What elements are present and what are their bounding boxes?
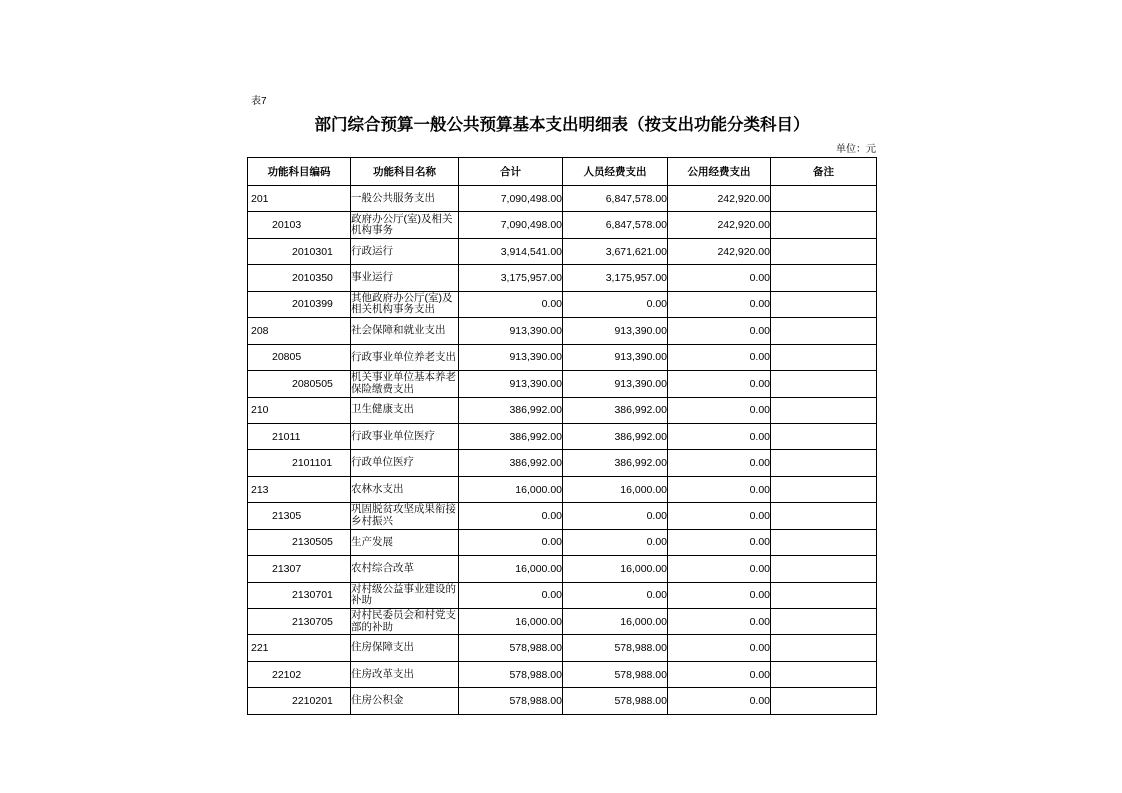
table-row: [248, 186, 877, 212]
cell-function-code: 21305: [248, 503, 351, 529]
cell-personnel-exp: 913,390.00: [563, 344, 668, 370]
table-row: [248, 609, 877, 635]
cell-function-name: 对村级公益事业建设的补助: [351, 582, 459, 608]
cell-function-code: 22102: [248, 661, 351, 687]
cell-function-code: 221: [248, 635, 351, 661]
cell-public-exp: 0.00: [668, 318, 771, 344]
cell-total: 578,988.00: [459, 661, 563, 687]
cell-note: [771, 397, 877, 423]
table-row: [248, 291, 877, 317]
table-row: [248, 212, 877, 238]
cell-function-code: 21307: [248, 556, 351, 582]
cell-note: [771, 609, 877, 635]
cell-total: 0.00: [459, 529, 563, 555]
column-header: 功能科目名称: [351, 158, 459, 186]
cell-function-name: 住房公积金: [351, 688, 459, 714]
cell-note: [771, 582, 877, 608]
cell-public-exp: 242,920.00: [668, 186, 771, 212]
cell-function-name: 一般公共服务支出: [351, 186, 459, 212]
cell-total: 0.00: [459, 503, 563, 529]
cell-function-code: 213: [248, 476, 351, 502]
cell-personnel-exp: 0.00: [563, 503, 668, 529]
cell-function-code: 210: [248, 397, 351, 423]
column-header: 备注: [771, 158, 877, 186]
cell-total: 913,390.00: [459, 344, 563, 370]
cell-total: 386,992.00: [459, 423, 563, 449]
table-row: [248, 529, 877, 555]
table-row: [248, 344, 877, 370]
cell-note: [771, 556, 877, 582]
column-header: 合计: [459, 158, 563, 186]
cell-personnel-exp: 578,988.00: [563, 661, 668, 687]
cell-public-exp: 0.00: [668, 556, 771, 582]
table-row: [248, 688, 877, 714]
cell-note: [771, 688, 877, 714]
cell-total: 0.00: [459, 582, 563, 608]
cell-function-code: 20103: [248, 212, 351, 238]
table-row: [248, 397, 877, 423]
table-row: [248, 238, 877, 264]
cell-public-exp: 0.00: [668, 371, 771, 397]
cell-note: [771, 476, 877, 502]
cell-total: 0.00: [459, 291, 563, 317]
table-row: [248, 450, 877, 476]
cell-note: [771, 529, 877, 555]
cell-total: 913,390.00: [459, 318, 563, 344]
cell-note: [771, 265, 877, 291]
cell-personnel-exp: 386,992.00: [563, 450, 668, 476]
column-header: 功能科目编码: [248, 158, 351, 186]
table-row: [248, 476, 877, 502]
cell-total: 16,000.00: [459, 556, 563, 582]
cell-public-exp: 242,920.00: [668, 212, 771, 238]
column-header: 公用经费支出: [668, 158, 771, 186]
cell-personnel-exp: 16,000.00: [563, 609, 668, 635]
cell-total: 16,000.00: [459, 609, 563, 635]
cell-public-exp: 0.00: [668, 688, 771, 714]
cell-public-exp: 0.00: [668, 265, 771, 291]
cell-total: 7,090,498.00: [459, 186, 563, 212]
cell-function-code: 201: [248, 186, 351, 212]
cell-public-exp: 0.00: [668, 529, 771, 555]
cell-function-name: 行政事业单位医疗: [351, 423, 459, 449]
cell-function-code: 2010399: [248, 291, 351, 317]
cell-public-exp: 0.00: [668, 397, 771, 423]
cell-function-code: 2130705: [248, 609, 351, 635]
cell-total: 3,914,541.00: [459, 238, 563, 264]
cell-public-exp: 0.00: [668, 582, 771, 608]
cell-function-name: 住房保障支出: [351, 635, 459, 661]
cell-function-code: 2080505: [248, 371, 351, 397]
cell-public-exp: 0.00: [668, 450, 771, 476]
cell-function-code: 2130505: [248, 529, 351, 555]
cell-function-code: 2210201: [248, 688, 351, 714]
cell-function-code: 21011: [248, 423, 351, 449]
cell-note: [771, 661, 877, 687]
column-header: 人员经费支出: [563, 158, 668, 186]
cell-function-name: 事业运行: [351, 265, 459, 291]
cell-function-name: 巩固脱贫攻坚成果衔接乡村振兴: [351, 503, 459, 529]
table-row: [248, 423, 877, 449]
cell-personnel-exp: 16,000.00: [563, 476, 668, 502]
cell-note: [771, 186, 877, 212]
cell-function-name: 农林水支出: [351, 476, 459, 502]
cell-personnel-exp: 913,390.00: [563, 371, 668, 397]
cell-note: [771, 291, 877, 317]
cell-function-name: 机关事业单位基本养老保险缴费支出: [351, 371, 459, 397]
table-row: [248, 556, 877, 582]
cell-function-code: 20805: [248, 344, 351, 370]
cell-personnel-exp: 0.00: [563, 291, 668, 317]
cell-function-name: 社会保障和就业支出: [351, 318, 459, 344]
cell-personnel-exp: 6,847,578.00: [563, 212, 668, 238]
cell-note: [771, 344, 877, 370]
cell-function-name: 其他政府办公厅(室)及相关机构事务支出: [351, 291, 459, 317]
cell-function-name: 行政事业单位养老支出: [351, 344, 459, 370]
cell-personnel-exp: 6,847,578.00: [563, 186, 668, 212]
cell-total: 913,390.00: [459, 371, 563, 397]
cell-public-exp: 0.00: [668, 635, 771, 661]
cell-function-code: 2101101: [248, 450, 351, 476]
cell-personnel-exp: 386,992.00: [563, 397, 668, 423]
cell-function-name: 行政单位医疗: [351, 450, 459, 476]
cell-public-exp: 0.00: [668, 291, 771, 317]
cell-function-name: 卫生健康支出: [351, 397, 459, 423]
table-row: [248, 582, 877, 608]
cell-total: 386,992.00: [459, 397, 563, 423]
unit-note: 单位：元: [836, 144, 876, 155]
cell-personnel-exp: 3,671,621.00: [563, 238, 668, 264]
cell-note: [771, 212, 877, 238]
table-row: [248, 661, 877, 687]
cell-personnel-exp: 16,000.00: [563, 556, 668, 582]
cell-personnel-exp: 578,988.00: [563, 688, 668, 714]
cell-public-exp: 0.00: [668, 476, 771, 502]
cell-note: [771, 635, 877, 661]
table-row: [248, 318, 877, 344]
cell-personnel-exp: 0.00: [563, 529, 668, 555]
cell-note: [771, 423, 877, 449]
table-row: [248, 503, 877, 529]
cell-personnel-exp: 386,992.00: [563, 423, 668, 449]
cell-note: [771, 503, 877, 529]
table-sheet-label: 表7: [251, 96, 267, 107]
cell-function-code: 208: [248, 318, 351, 344]
document-title: 部门综合预算一般公共预算基本支出明细表（按支出功能分类科目）: [314, 116, 810, 134]
cell-public-exp: 0.00: [668, 344, 771, 370]
cell-total: 578,988.00: [459, 635, 563, 661]
table-row: [248, 635, 877, 661]
table-row: [248, 265, 877, 291]
cell-function-name: 政府办公厅(室)及相关机构事务: [351, 212, 459, 238]
cell-function-code: 2010301: [248, 238, 351, 264]
cell-personnel-exp: 0.00: [563, 582, 668, 608]
cell-note: [771, 371, 877, 397]
cell-note: [771, 318, 877, 344]
table-row: [248, 371, 877, 397]
cell-personnel-exp: 913,390.00: [563, 318, 668, 344]
cell-public-exp: 0.00: [668, 609, 771, 635]
cell-function-code: 2010350: [248, 265, 351, 291]
cell-personnel-exp: 3,175,957.00: [563, 265, 668, 291]
cell-public-exp: 242,920.00: [668, 238, 771, 264]
cell-function-code: 2130701: [248, 582, 351, 608]
cell-total: 3,175,957.00: [459, 265, 563, 291]
cell-function-name: 生产发展: [351, 529, 459, 555]
cell-function-name: 农村综合改革: [351, 556, 459, 582]
header-row: [248, 158, 877, 186]
budget-table-body: [248, 186, 877, 715]
cell-public-exp: 0.00: [668, 423, 771, 449]
cell-note: [771, 450, 877, 476]
cell-total: 386,992.00: [459, 450, 563, 476]
cell-total: 16,000.00: [459, 476, 563, 502]
budget-table: [247, 157, 877, 715]
cell-function-name: 住房改革支出: [351, 661, 459, 687]
cell-public-exp: 0.00: [668, 503, 771, 529]
cell-function-name: 行政运行: [351, 238, 459, 264]
cell-function-name: 对村民委员会和村党支部的补助: [351, 609, 459, 635]
cell-note: [771, 238, 877, 264]
cell-total: 7,090,498.00: [459, 212, 563, 238]
cell-personnel-exp: 578,988.00: [563, 635, 668, 661]
cell-public-exp: 0.00: [668, 661, 771, 687]
cell-total: 578,988.00: [459, 688, 563, 714]
